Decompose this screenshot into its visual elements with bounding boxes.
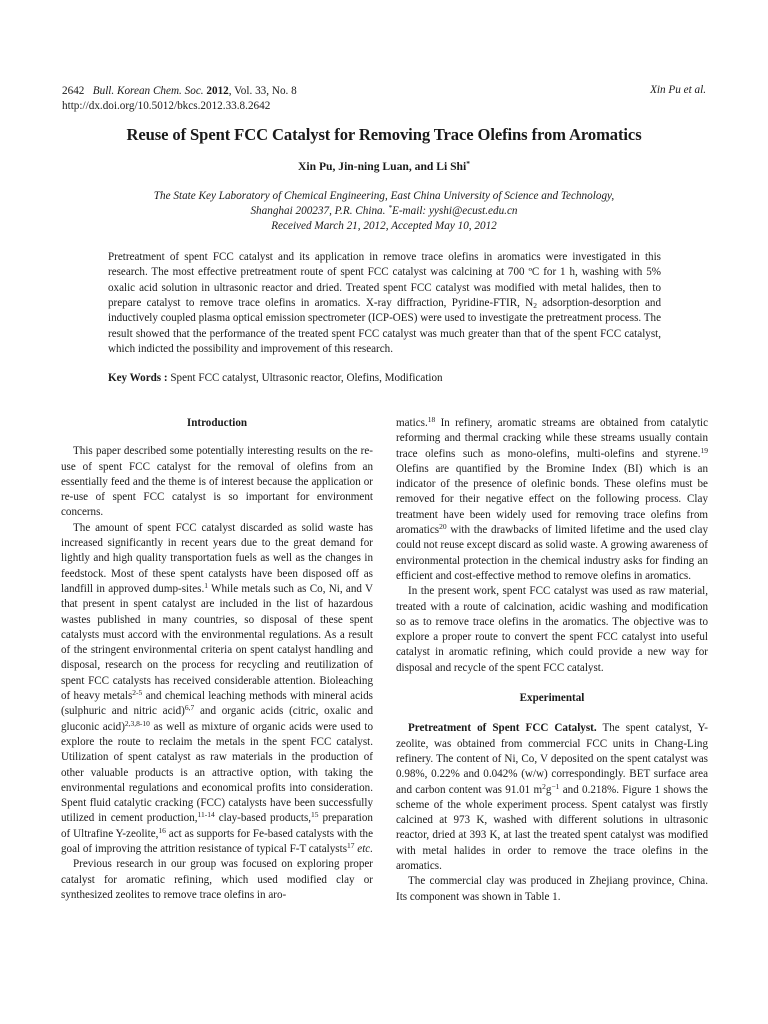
intro-p2-text: clay-based products, — [214, 812, 312, 825]
citation-ref: 16 — [158, 825, 166, 835]
author-list — [0, 160, 768, 173]
experimental-paragraph-2: The commercial clay was produced in Zhejiang province, China. Its component was shown in Table 1. — [396, 875, 708, 903]
contact-email[interactable]: E-mail: yyshi@ecust.edu.cn — [391, 205, 518, 217]
citation-ref: 6,7 — [184, 703, 195, 713]
intro-p2-text: preparation of Ultrafine Y-zeolite, — [61, 812, 373, 840]
journal-name: Bull. Korean Chem. Soc. — [92, 85, 204, 97]
unit-superscript: 2 — [542, 781, 546, 791]
affiliation-line-1: The State Key Laboratory of Chemical Engineering, East China University of Science and Technology, — [153, 190, 615, 202]
volume-issue: , Vol. 33, No. 8 — [228, 85, 297, 97]
right-column — [396, 416, 708, 905]
running-header — [62, 84, 297, 114]
journal-year: 2012 — [206, 85, 229, 97]
citation-ref: 19 — [700, 445, 708, 455]
intro-p3-text: Olefins are quantified by the Bromine Index (BI) which is an indicator of the presence of olefinic bonds. These olefins must be removed for their negative effect on the following process. Clay treatment have been widely used for removing trace olefins from aromatics — [396, 462, 708, 537]
received-dates: Received March 21, 2012, Accepted May 10, 2012 — [271, 220, 497, 232]
email-mark: * — [388, 203, 392, 212]
abstract-subscript: 2 — [533, 301, 537, 311]
article-title: Reuse of Spent FCC Catalyst for Removing Trace Olefins from Aromatics — [126, 125, 642, 144]
citation-ref: 20 — [439, 522, 447, 532]
intro-p2-etc: etc. — [354, 843, 373, 856]
citation-ref: 18 — [427, 415, 436, 424]
citation-ref: 1 — [204, 580, 208, 590]
citation-ref: 15 — [311, 810, 319, 820]
affiliation-address: Shanghai 200237, P.R. China. — [250, 205, 386, 217]
intro-p3-text: In refinery, aromatic streams are obtained from catalytic reforming and thermal cracking while these streams usually contain trace olefins such as mono-olefins, multi-olefins and styrene. — [396, 417, 708, 460]
intro-paragraph-3: Previous research in our group was focused on exploring proper catalyst for aromatic refining, which used modified clay or synthesized zeolites to remove trace olefins in aro- — [61, 858, 373, 901]
intro-p2-text: and organic acids (citric, oxalic and gluconic acid) — [61, 705, 373, 733]
abstract-text: Pretreatment of spent FCC catalyst and its application in remove trace olefins in aromatics were investigated in this research. The most effective pretreatment route of spent FCC catalyst was calcining at 700 ºC for 1 h, washing with 5% oxalic acid solution in ultrasonic reactor and dried. Treated spent FCC catalyst was modified with metal halides, then to prepare catalyst to remove trace olefins in aromatics. X-ray diffraction, Pyridine-FTIR, N — [108, 251, 661, 310]
citation-line — [62, 84, 297, 99]
intro-p2-text: While metals such as Co, Ni, and V that present in spent catalyst are included in the list of hazardous wastes published in many countries, so disposal of these spent catalysts must accord with the environmental regulations. As a result of the stringent environmental criteria on spent catalyst handling and disposal, research on the process for recycling and reutilization of spent FCC catalysts has received considerable attention. Bioleaching of heavy metals — [61, 582, 373, 703]
subsection-runin-heading: Pretreatment of Spent FCC Catalyst. — [408, 722, 597, 735]
intro-p2-text: and chemical leaching methods with mineral acids (sulphuric and nitric acid) — [61, 690, 373, 718]
section-heading-introduction: Introduction — [186, 417, 248, 429]
intro-p2-text: The amount of spent FCC catalyst discarded as solid waste has increased significantly in recent years due to the great demand for lightly and high quality transportation fuels as well as the changes in feedstock. Most of these spent catalysts have been disposed off as landfill in approved dump-sites. — [61, 521, 373, 595]
intro-paragraph-2 — [61, 521, 373, 858]
doi-link[interactable]: http://dx.doi.org/10.5012/bkcs.2012.33.8.2642 — [62, 100, 271, 112]
author-names: Xin Pu, Jin-ning Luan, and Li Shi — [298, 160, 467, 173]
corresponding-author-mark: * — [466, 159, 470, 168]
keywords — [108, 372, 661, 384]
keywords-label: Key Words : — [108, 372, 168, 384]
left-column — [61, 416, 373, 903]
citation-ref: 2-5 — [132, 688, 143, 698]
keywords-text: Spent FCC catalyst, Ultrasonic reactor, Olefins, Modification — [167, 372, 443, 384]
exp-p1-text: g — [545, 783, 552, 796]
intro-paragraph-3-continued — [396, 416, 708, 584]
page-number: 2642 — [62, 85, 85, 97]
experimental-paragraph-1 — [396, 721, 708, 874]
exp-p1-text: and 0.218%. Figure 1 shows the scheme of the whole experiment process. Spent catalyst was firstly calcined at 973 K, washed with different solutions in ultrasonic reactor, dried at 393 K, at last the treated spent catalyst was modified with metal halides in order to remove the trace olefins in the aromatics. — [396, 783, 708, 873]
running-author: Xin Pu et al. — [650, 84, 706, 96]
intro-paragraph-1: This paper described some potentially interesting results on the re-use of spent FCC catalyst for the removal of olefins from an essentially feed and the theme is of interest because the application or re-use of spent FCC catalyst is so important for environment concerns. — [61, 445, 373, 519]
unit-superscript: −1 — [551, 781, 560, 791]
abstract-text-cont: adsorption-desorption and inductively coupled plasma optical emission spectrometer (ICP-OES) were used to investigate the pretreatment process. The result showed that the performance of the treated spent FCC catalyst was much greater than that of the spent FCC catalyst, which indicted the possibility and improvement of this research. — [108, 297, 661, 356]
affiliation-line-2 — [90, 204, 678, 219]
citation-ref: 17 — [347, 841, 355, 851]
intro-p3-text: matics. — [396, 417, 428, 429]
intro-p2-text: as well as mixture of organic acids were used to explore the route to reclaim the metals in the spent FCC catalyst. Utilization of spent catalyst as raw materials in the production of other valuable products is an attractive option, with taking the environmental regulations and economical profits into consideration. Spent fluid catalytic cracking (FCC) catalysts have been successfully utilized in cement production, — [61, 720, 373, 825]
intro-p2-text: act as supports for Fe-based catalysts with the goal of improving the attrition resistance of typical F-T catalysts — [61, 827, 373, 856]
section-heading-experimental: Experimental — [519, 692, 585, 705]
citation-ref: 11-14 — [197, 810, 215, 820]
abstract — [108, 250, 661, 357]
affiliation — [90, 189, 678, 234]
exp-p1-text: The spent catalyst, Y-zeolite, was obtained from commercial FCC units in Chang-Ling refinery. The content of Ni, Co, V deposited on the spent catalyst was 0.98%, 0.22% and 0.042% (w/w) correspondingly. BET surface area and carbon content was 91.01 m — [396, 722, 709, 796]
intro-paragraph-4: In the present work, spent FCC catalyst was used as raw material, treated with a route of calcination, acidic washing and modification so as to remove trace olefins in the aromatics. The objective was to explore a proper route to convert the spent FCC catalyst into useful catalyst in aromatic refining, which could provide a new way for disposal and recycle of the spent FCC catalyst. — [396, 585, 708, 674]
citation-ref: 2,3,8-10 — [124, 718, 150, 728]
intro-p3-text: with the drawbacks of limited lifetime and the used clay could not reuse except discard as solid waste. A growing awareness of environmental protection in the chemical industry asks for finding an efficient and cost-effective method to remove olefins in aromatics. — [396, 524, 708, 582]
